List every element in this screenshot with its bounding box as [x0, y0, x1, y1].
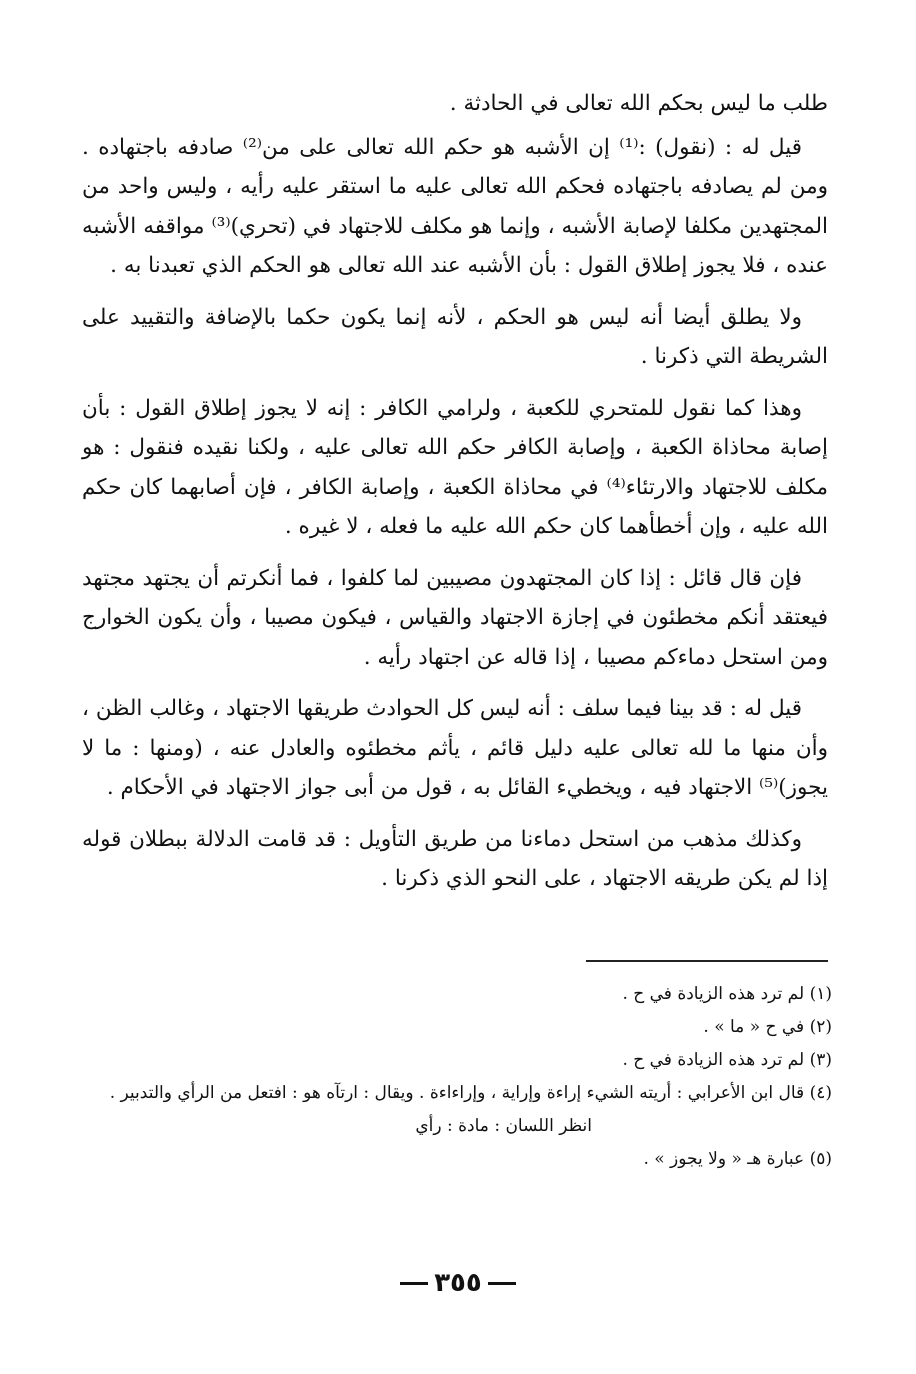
- paragraph-4: وهذا كما نقول للمتحري للكعبة ، ولرامي الكافر : إنه لا يجوز إطلاق القول : بأن إصابة محاذاة الكعبة ، وإصابة الكافر حكم الله تعالى عليه ، ولكنا نقيده فنقول : هو مكلف للاجتهاد والارتئاء⁽⁴⁾ في محاذاة الكعبة ، وإصابة الكافر ، فإن أصابهما كان حكم الله عليه ، وإن أخطأهما كان حكم الله عليه ما فعله ، لا غيره .: [82, 395, 828, 539]
- footnote-divider: [586, 960, 828, 962]
- paragraph-6: قيل له : قد بينا فيما سلف : أنه ليس كل الحوادث طريقها الاجتهاد ، وغالب الظن ، وأن منها ما لله تعالى عليه دليل قائم ، يأثم مخطئوه والعادل عنه ، (ومنها : ما لا يجوز)⁽⁵⁾ الاجتهاد فيه ، ويخطيء القائل به ، قول من أبى جواز الاجتهاد في الأحكام .: [82, 696, 828, 800]
- footnote-5: (٥) عبارة هـ « ولا يجوز » .: [643, 1149, 832, 1169]
- footnote-4-reference: انظر اللسان : مادة : رأي: [415, 1116, 592, 1136]
- paragraph-7: وكذلك مذهب من استحل دماءنا من طريق التأويل : قد قامت الدلالة ببطلان قوله إذا لم يكن طريقه الاجتهاد ، على النحو الذي ذكرنا .: [82, 826, 828, 891]
- paragraph-3: ولا يطلق أيضا أنه ليس هو الحكم ، لأنه إنما يكون حكما بالإضافة والتقييد على الشريطة التي ذكرنا .: [82, 304, 828, 369]
- page-number-value: ٣٥٥: [434, 1268, 482, 1298]
- main-text: [82, 84, 828, 911]
- footnotes: [82, 978, 832, 1176]
- page-number-dash-right: [400, 1282, 428, 1285]
- footnote-2: (٢) في ح « ما » .: [703, 1017, 832, 1037]
- paragraph-5: فإن قال قائل : إذا كان المجتهدون مصيبين لما كلفوا ، فما أنكرتم أن يجتهد مجتهد فيعتقد أنكم مخطئون في إجازة الاجتهاد والقياس ، فيكون مصيبا ، وأن يكون الخوارج ومن استحل دماءكم مصيبا ، إذا قاله عن اجتهاد رأيه .: [82, 565, 828, 670]
- paragraph-1: طلب ما ليس بحكم الله تعالى في الحادثة .: [449, 91, 828, 116]
- paragraph-2: قيل له : (نقول) :⁽¹⁾ إن الأشبه هو حكم الله تعالى على من⁽²⁾ صادفه باجتهاده . ومن لم يصادفه باجتهاده فحكم الله تعالى عليه ما استقر عليه رأيه ، وليس واحد من المجتهدين مكلفا لإصابة الأشبه ، وإنما هو مكلف للاجتهاد في (تحري)⁽³⁾ مواقفه الأشبه عنده ، فلا يجوز إطلاق القول : بأن الأشبه عند الله تعالى هو الحكم الذي تعبدنا به .: [82, 134, 828, 278]
- page-number-dash-left: [488, 1282, 516, 1285]
- footnote-1: (١) لم ترد هذه الزيادة في ح .: [622, 984, 832, 1004]
- footnote-3: (٣) لم ترد هذه الزيادة في ح .: [622, 1050, 832, 1070]
- page-number: [0, 1268, 916, 1298]
- footnote-4: (٤) قال ابن الأعرابي : أريته الشيء إراءة وإراية ، وإراءاءة . ويقال : ارتآه هو : افتعل من الرأي والتدبير .: [109, 1083, 832, 1103]
